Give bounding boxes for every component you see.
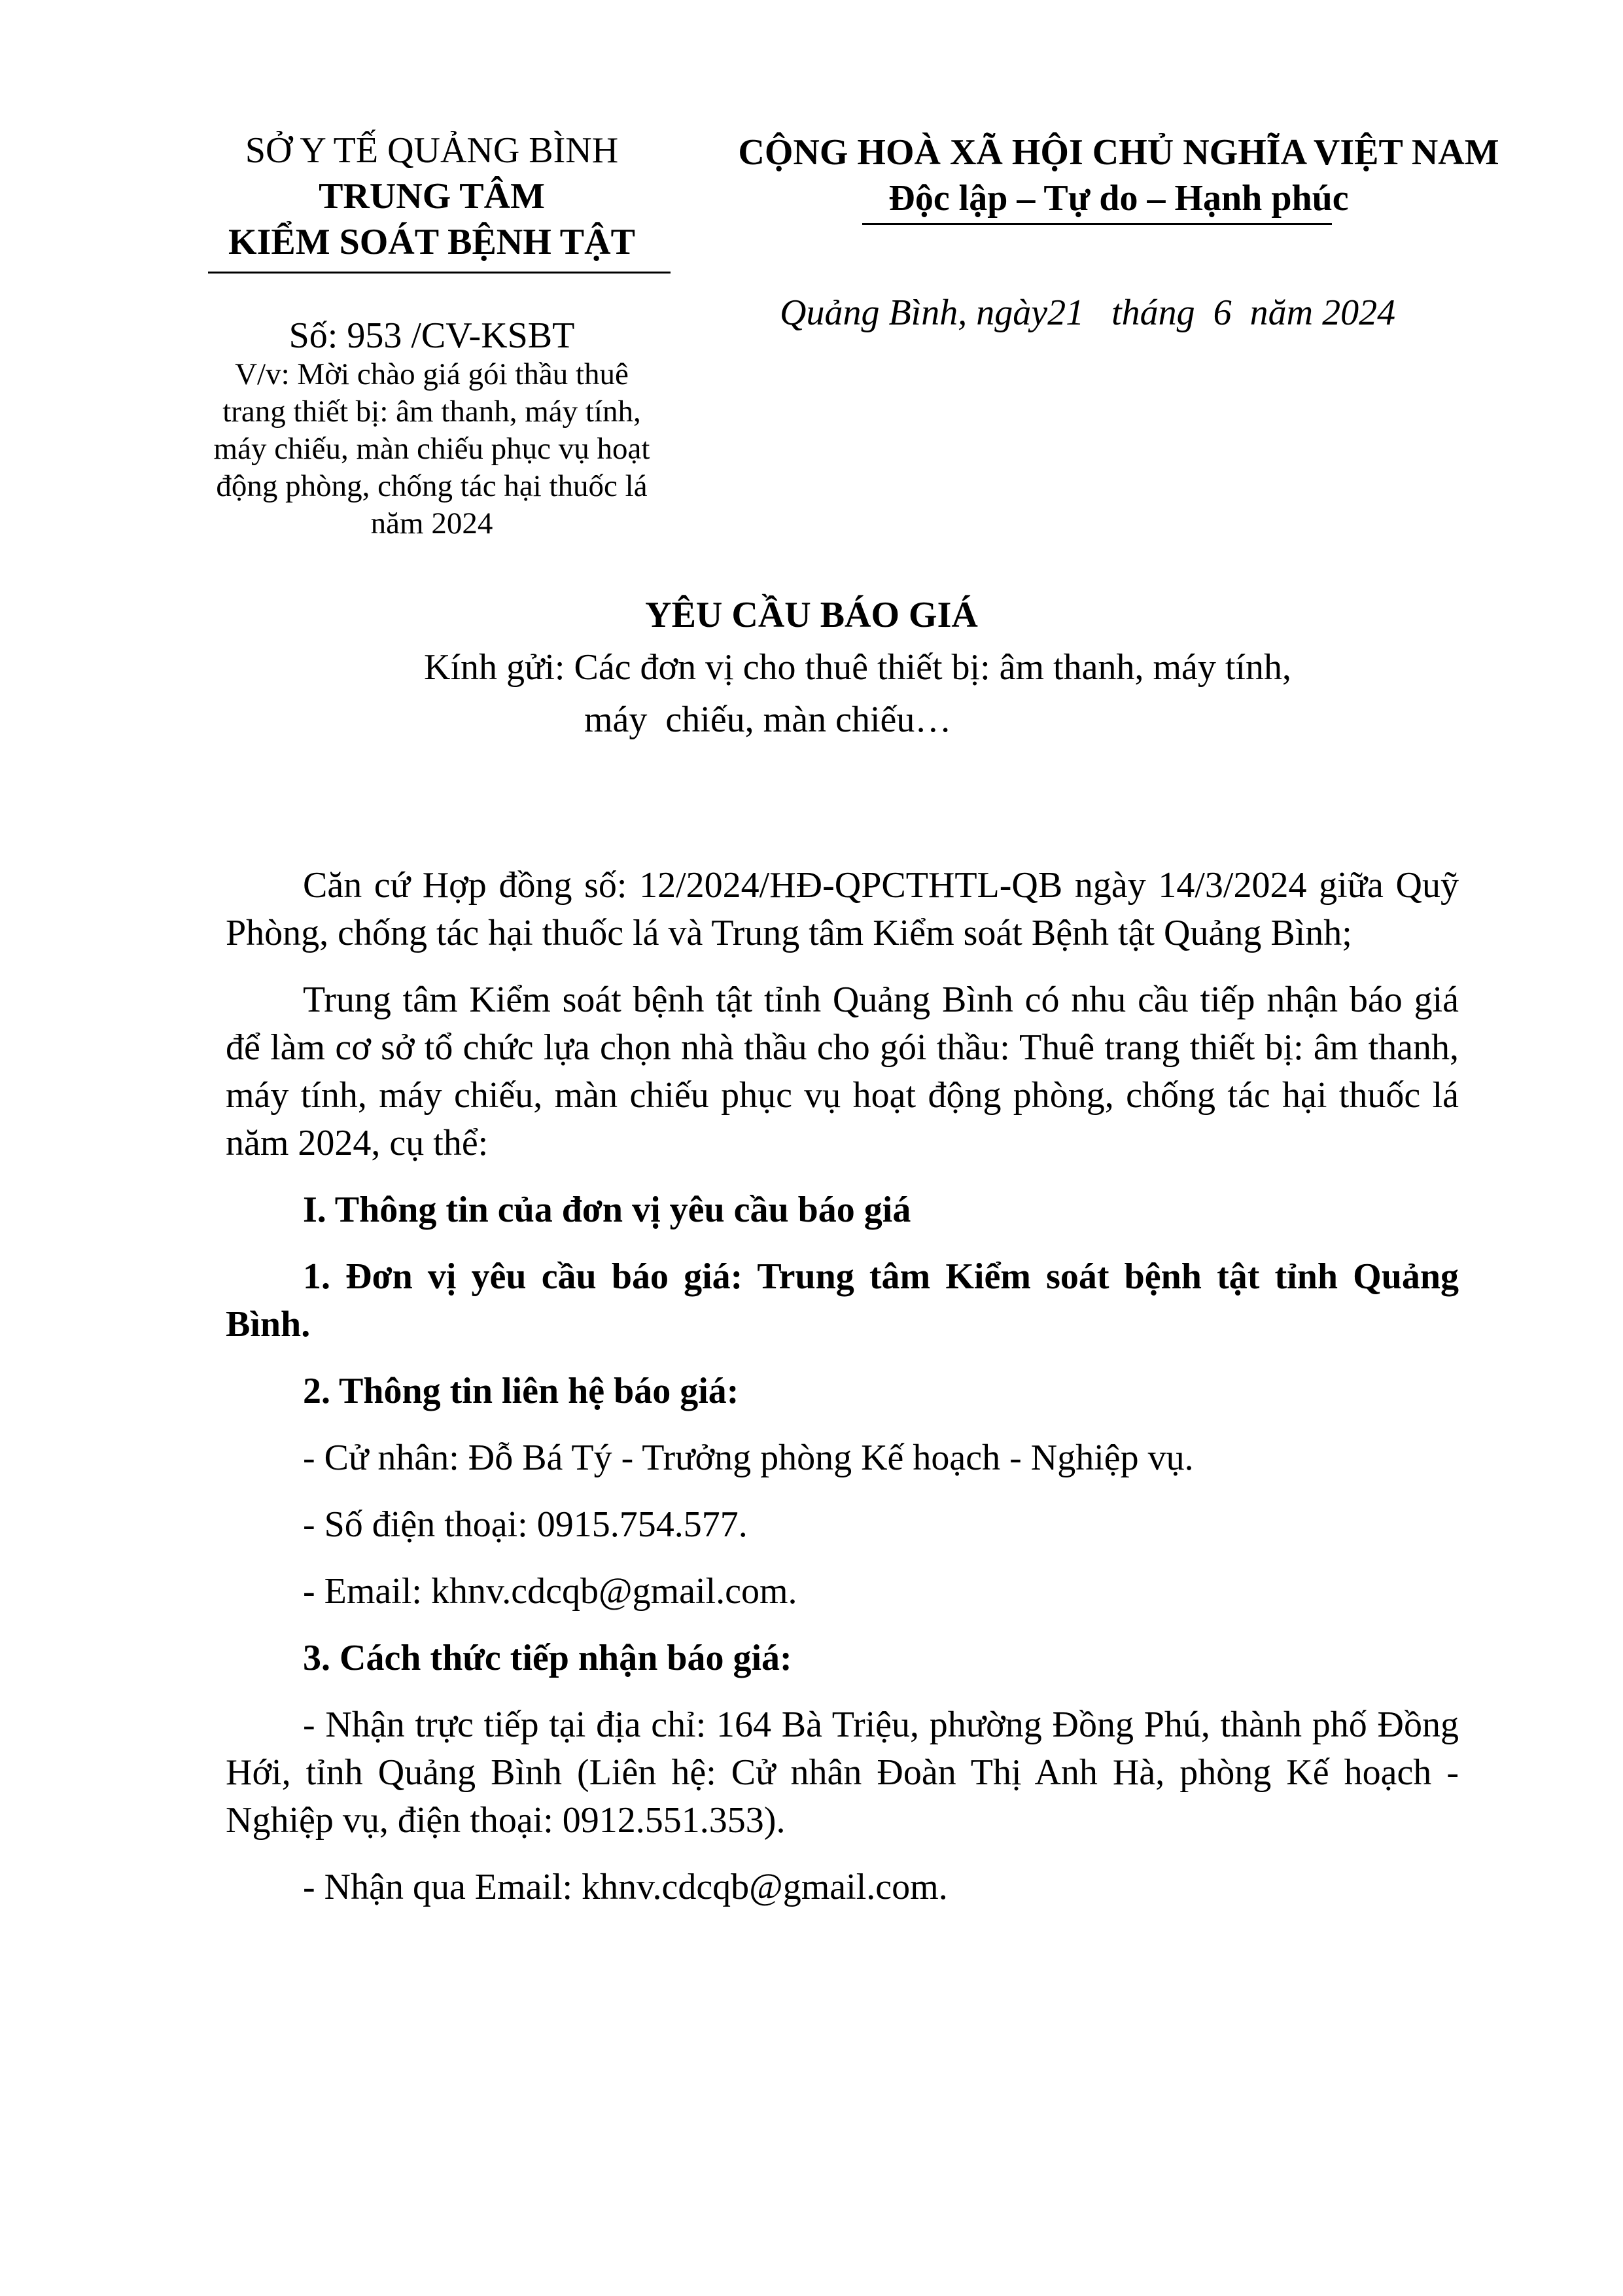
subject-line: năm 2024 [370,506,493,540]
motto: Độc lập – Tự do – Hạnh phúc [888,178,1349,219]
header-left-underline [208,272,671,274]
receive-email: - Nhận qua Email: khnv.cdcqb@gmail.com. [303,1867,948,1907]
subject-line: V/v: Mời chào giá gói thầu thuê [235,357,629,391]
recipient-line1: Kính gửi: Các đơn vị cho thuê thiết bị: âm thanh, máy tính, [424,647,1291,688]
subject-line: trang thiết bị: âm thanh, máy tính, [222,395,641,429]
subject-line: máy chiếu, màn chiếu phục vụ hoạt [213,432,650,466]
item-requesting-unit: 1. Đơn vị yêu cầu báo giá: Trung tâm Kiểm soát bệnh tật tỉnh Quảng Bình. [226,1256,1459,1345]
subject-block [164,356,700,542]
item-receiving-method: 3. Cách thức tiếp nhận báo giá: [303,1638,792,1678]
document-body [226,862,1459,1930]
nation-title: CỘNG HOÀ XÃ HỘI CHỦ NGHĨA VIỆT NAM [738,132,1499,173]
document-title: YÊU CẦU BÁO GIÁ [645,595,978,635]
paragraph-basis: Căn cứ Hợp đồng số: 12/2024/HĐ-QPCTHTL-QB ngày 14/3/2024 giữa Quỹ Phòng, chống tác hại thuốc lá và Trung tâm Kiểm soát Bệnh tật Quảng Bình; [226,865,1459,953]
item-contact-info: 2. Thông tin liên hệ báo giá: [303,1371,739,1411]
section-heading-1: I. Thông tin của đơn vị yêu cầu báo giá [303,1190,911,1230]
paragraph-intro: Trung tâm Kiểm soát bệnh tật tỉnh Quảng Bình có nhu cầu tiếp nhận báo giá để làm cơ sở tổ chức lựa chọn nhà thầu cho gói thầu: Thuê trang thiết bị: âm thanh, máy tính, máy chiếu, màn chiếu phục vụ hoạt động phòng, chống tác hại thuốc lá năm 2024, cụ thể: [226,980,1459,1163]
contact-email: - Email: khnv.cdcqb@gmail.com. [303,1571,797,1612]
org-name-line2: KIỂM SOÁT BỆNH TẬT [228,222,635,262]
org-name-line1: TRUNG TÂM [319,176,545,217]
contact-person: - Cử nhân: Đỗ Bá Tý - Trưởng phòng Kế hoạch - Nghiệp vụ. [303,1438,1194,1478]
header-left [164,128,700,265]
department-name: SỞ Y TẾ QUẢNG BÌNH [245,130,619,171]
document-number: Số: 953 /CV-KSBT [288,315,575,356]
subject-line: động phòng, chống tác hại thuốc lá [216,469,648,503]
place-date: Quảng Bình, ngày21 tháng 6 năm 2024 [780,292,1396,333]
contact-phone: - Số điện thoại: 0915.754.577. [303,1504,748,1545]
receive-direct: - Nhận trực tiếp tại địa chỉ: 164 Bà Triệu, phường Đồng Phú, thành phố Đồng Hới, tỉnh Quảng Bình (Liên hệ: Cử nhân Đoàn Thị Anh Hà, phòng Kế hoạch - Nghiệp vụ, điện thoại: 0912.551.353). [226,1704,1459,1841]
motto-underline [862,223,1332,225]
recipient-line2: máy chiếu, màn chiếu… [584,699,952,740]
